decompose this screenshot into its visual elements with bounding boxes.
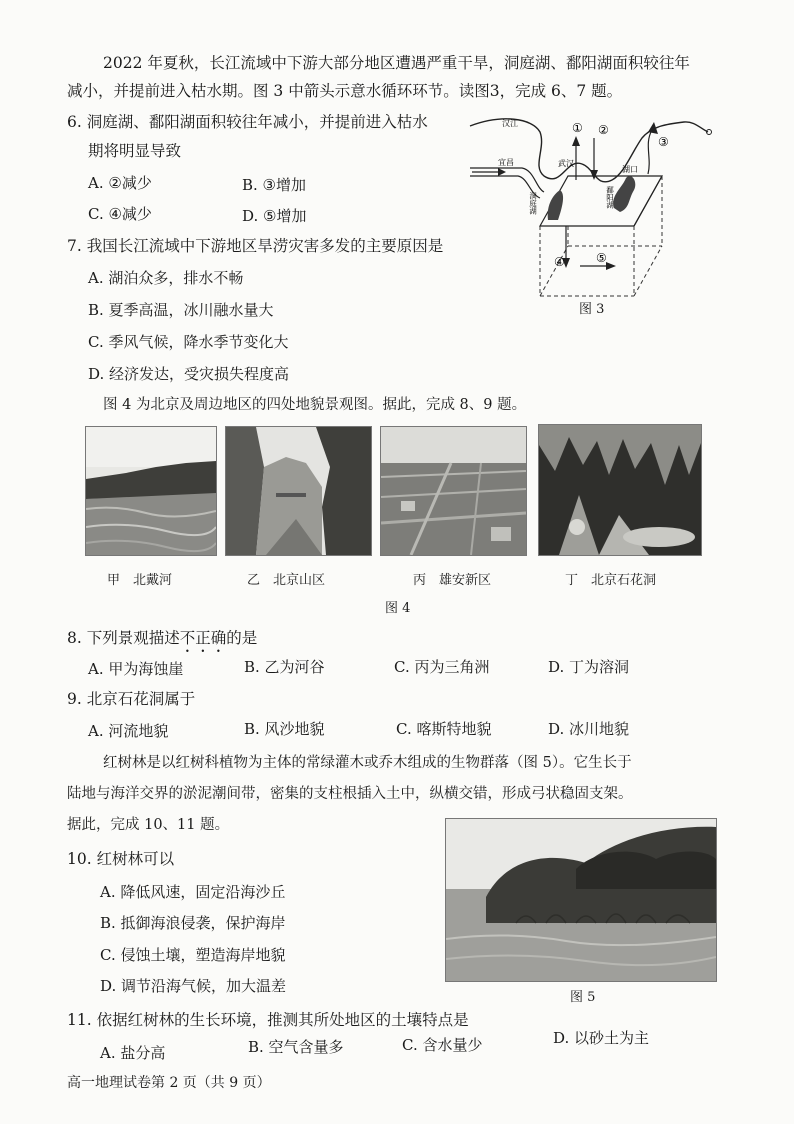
q7-option-c: C. 季风气候，降水季节变化大 bbox=[88, 333, 289, 351]
q10-stem: 10. 红树林可以 bbox=[67, 850, 175, 868]
fig4-label-jia: 甲 北戴河 bbox=[107, 573, 173, 588]
figure-4-caption: 图 4 bbox=[385, 601, 411, 616]
q6-option-b: B. ③增加 bbox=[242, 176, 307, 194]
q6-stem-2: 期将明显导致 bbox=[88, 142, 182, 160]
q7-stem: 7. 我国长江流域中下游地区旱涝灾害多发的主要原因是 bbox=[67, 237, 444, 255]
intro-3-line-1: 红树林是以红树科植物为主体的常绿灌木或乔木组成的生物群落（图 5）。它生长于 bbox=[103, 755, 632, 771]
page-footer: 高一地理试卷第 2 页（共 9 页） bbox=[67, 1075, 271, 1091]
svg-text:鄱阳湖: 鄱阳湖 bbox=[605, 186, 615, 209]
fig3-label-1: ① bbox=[572, 121, 583, 135]
photo-xiongan bbox=[380, 426, 527, 556]
fig3-label-3: ③ bbox=[658, 135, 669, 149]
q7-option-b: B. 夏季高温，冰川融水量大 bbox=[88, 301, 274, 319]
q9-option-d: D. 冰川地貌 bbox=[548, 720, 630, 738]
q6-option-a: A. ②减少 bbox=[88, 174, 152, 192]
photo-mangrove bbox=[445, 818, 717, 982]
q11-option-c: C. 含水量少 bbox=[402, 1036, 483, 1054]
fig3-label-yichang: 宜昌 bbox=[498, 158, 514, 167]
intro-line-2: 减小，并提前进入枯水期。图 3 中箭头示意水循环环节。读图3，完成 6、7 题。 bbox=[67, 82, 623, 100]
q11-stem: 11. 依据红树林的生长环境，推测其所处地区的土壤特点是 bbox=[67, 1011, 469, 1029]
fig4-label-ding: 丁 北京石花洞 bbox=[565, 573, 657, 588]
q8-stem-emphasis: 不正确 bbox=[179, 629, 227, 647]
figure-5-caption: 图 5 bbox=[570, 990, 596, 1005]
q11-option-b: B. 空气含量多 bbox=[248, 1038, 344, 1056]
fig3-label-hanjiang: 汉江 bbox=[502, 119, 518, 128]
q10-option-a: A. 降低风速，固定沿海沙丘 bbox=[100, 883, 286, 901]
fig4-label-bing: 丙 雄安新区 bbox=[413, 573, 492, 588]
q11-option-d: D. 以砂土为主 bbox=[553, 1029, 650, 1047]
fig3-label-dongtinghu bbox=[528, 192, 537, 216]
q8-stem-pre: 8. 下列景观描述 bbox=[67, 629, 180, 647]
q9-option-b: B. 风沙地貌 bbox=[244, 720, 325, 738]
q8-option-d: D. 丁为溶洞 bbox=[548, 658, 630, 676]
q6-stem-1: 6. 洞庭湖、鄱阳湖面积较往年减小，并提前进入枯水 bbox=[67, 113, 428, 131]
q8-stem bbox=[67, 627, 257, 656]
photo-beijing-mountain bbox=[225, 426, 372, 556]
q11-option-a: A. 盐分高 bbox=[100, 1044, 166, 1062]
q10-option-b: B. 抵御海浪侵袭，保护海岸 bbox=[100, 914, 286, 932]
intro-3-line-3: 据此，完成 10、11 题。 bbox=[67, 817, 230, 833]
intro-line-1: 2022 年夏秋，长江流域中下游大部分地区遭遇严重干旱，洞庭湖、鄱阳湖面积较往年 bbox=[103, 54, 690, 72]
fig3-label-poyanghu bbox=[605, 185, 614, 210]
q7-option-d: D. 经济发达，受灾损失程度高 bbox=[88, 365, 290, 383]
figure-3-diagram bbox=[462, 108, 727, 326]
q9-option-a: A. 河流地貌 bbox=[88, 722, 169, 740]
q9-option-c: C. 喀斯特地貌 bbox=[396, 720, 492, 738]
fig3-label-hukou: 湖口 bbox=[622, 165, 638, 174]
figure-3-caption: 图 3 bbox=[579, 302, 605, 317]
intro-3-line-2: 陆地与海洋交界的淤泥潮间带，密集的支柱根插入土中，纵横交错，形成弓状稳固支架。 bbox=[67, 786, 633, 802]
fig4-label-yi: 乙 北京山区 bbox=[247, 573, 326, 588]
fig3-label-wuhan: 武汉 bbox=[558, 159, 574, 168]
q8-stem-post: 的是 bbox=[226, 629, 258, 647]
fig3-label-4: ④ bbox=[554, 255, 565, 269]
q10-option-c: C. 侵蚀土壤，塑造海岸地貌 bbox=[100, 946, 286, 964]
intro-2: 图 4 为北京及周边地区的四处地貌景观图。据此，完成 8、9 题。 bbox=[103, 397, 527, 413]
q7-option-a: A. 湖泊众多，排水不畅 bbox=[88, 269, 244, 287]
q8-option-a: A. 甲为海蚀崖 bbox=[88, 660, 184, 678]
photo-beidaihe bbox=[85, 426, 217, 556]
q10-option-d: D. 调节沿海气候，加大温差 bbox=[100, 977, 287, 995]
photo-shihuadong-cave bbox=[538, 424, 702, 556]
q8-option-b: B. 乙为河谷 bbox=[244, 658, 325, 676]
q6-option-c: C. ④减少 bbox=[88, 205, 152, 223]
fig3-label-5: ⑤ bbox=[596, 251, 607, 265]
q9-stem: 9. 北京石花洞属于 bbox=[67, 690, 196, 708]
svg-text:洞庭湖: 洞庭湖 bbox=[528, 192, 538, 215]
fig3-label-2: ② bbox=[598, 123, 609, 137]
q8-option-c: C. 丙为三角洲 bbox=[394, 658, 490, 676]
q6-option-d: D. ⑤增加 bbox=[242, 207, 307, 225]
